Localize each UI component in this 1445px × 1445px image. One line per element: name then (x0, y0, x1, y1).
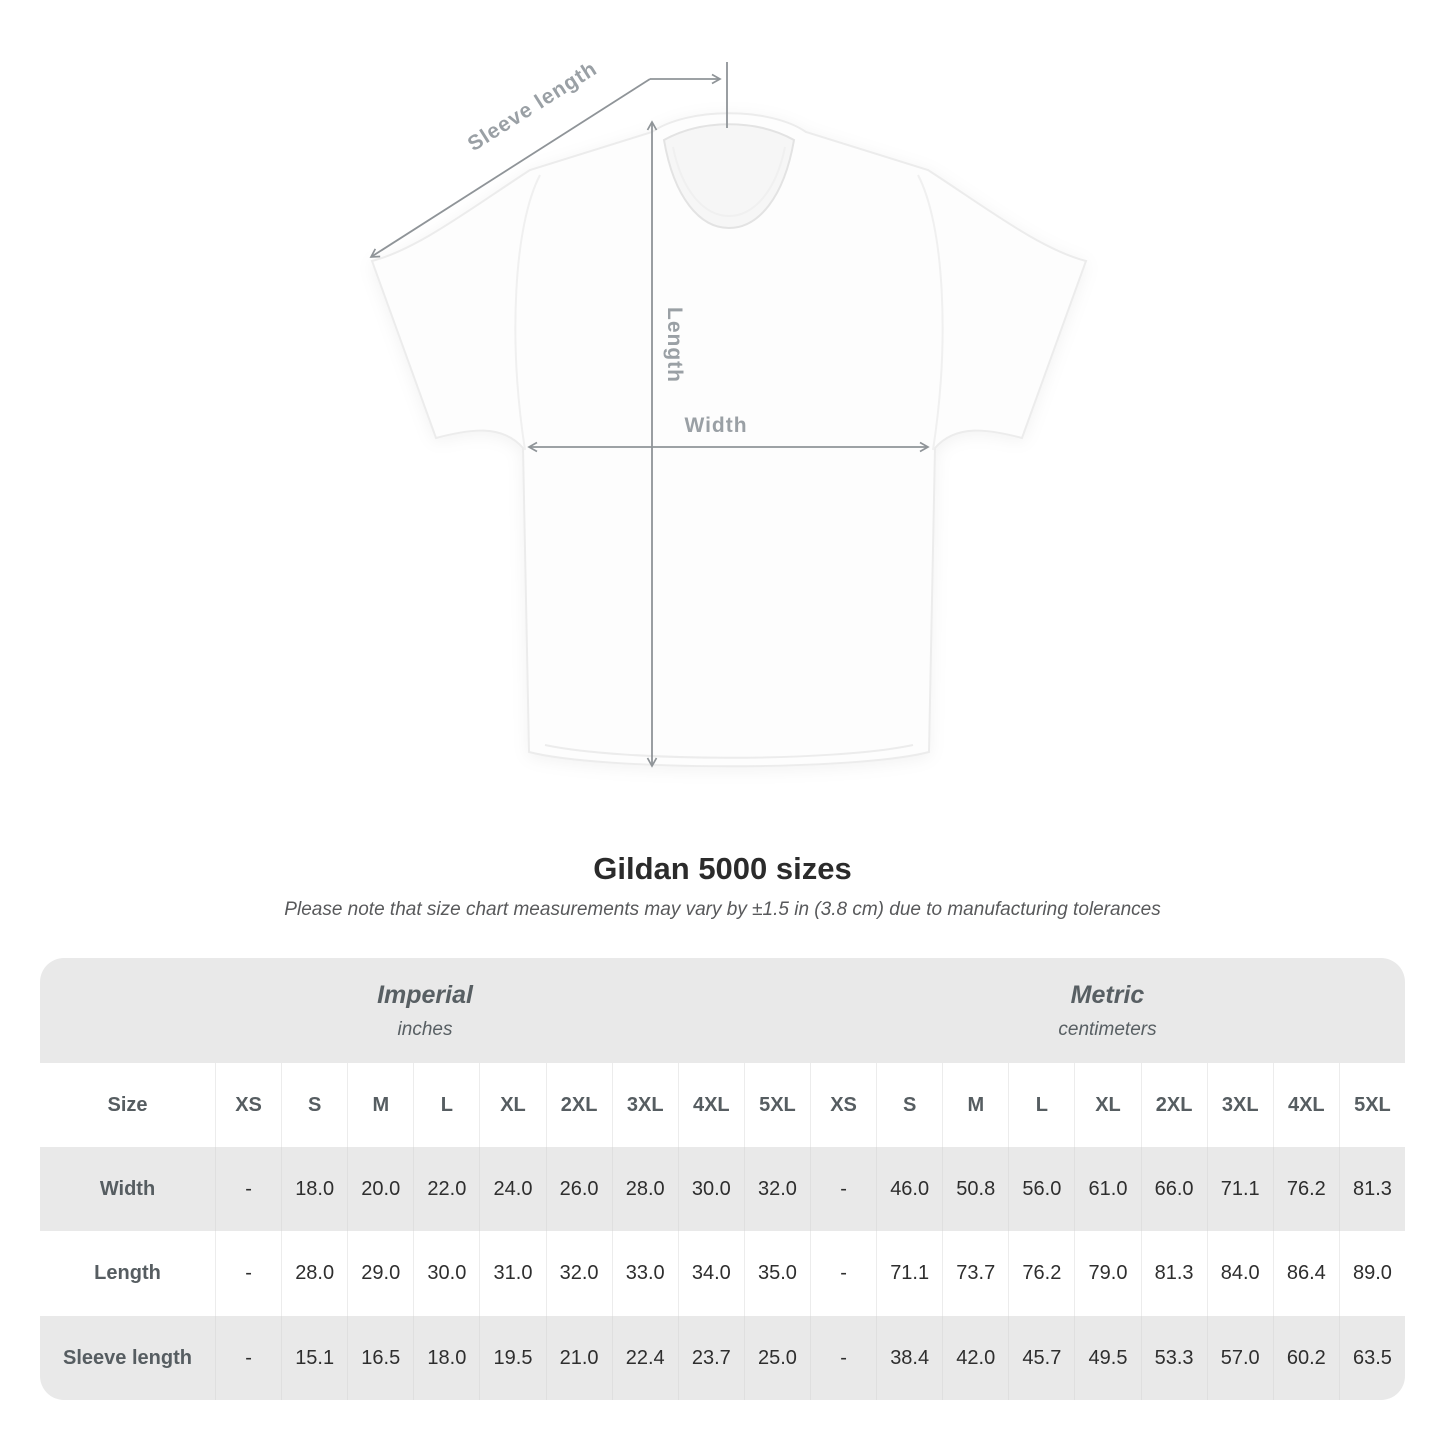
value-cell: 24.0 (479, 1147, 545, 1231)
size-header-cell: 5XL (1339, 1063, 1405, 1147)
value-cell: 76.2 (1273, 1147, 1339, 1231)
value-cell: 73.7 (942, 1231, 1008, 1316)
size-header-cell: XL (1074, 1063, 1140, 1147)
value-cell: 32.0 (744, 1147, 810, 1231)
value-cell: 89.0 (1339, 1231, 1405, 1316)
value-cell: 18.0 (413, 1316, 479, 1400)
size-header-cell: XL (479, 1063, 545, 1147)
sleeve-length-label: Sleeve length (463, 57, 602, 156)
row-label: Length (94, 1262, 161, 1284)
value-cell: 34.0 (678, 1231, 744, 1316)
value-cell: 50.8 (942, 1147, 1008, 1231)
value-cell: 63.5 (1339, 1316, 1405, 1400)
value-cell: 38.4 (876, 1316, 942, 1400)
value-cell: 35.0 (744, 1231, 810, 1316)
size-header-cell: M (942, 1063, 1008, 1147)
value-cell: 49.5 (1074, 1316, 1140, 1400)
value-cell: 56.0 (1008, 1147, 1074, 1231)
imperial-section-unit: inches (397, 1018, 453, 1040)
length-label: Length (663, 307, 686, 383)
size-header-cell: 3XL (1207, 1063, 1273, 1147)
value-cell: 42.0 (942, 1316, 1008, 1400)
value-cell: - (810, 1231, 876, 1316)
value-cell: 25.0 (744, 1316, 810, 1400)
value-cell: - (810, 1147, 876, 1231)
value-cell: 19.5 (479, 1316, 545, 1400)
metric-section-title: Metric (1070, 980, 1145, 1009)
row-label: Width (40, 1147, 215, 1231)
page-title: Gildan 5000 sizes (593, 851, 852, 886)
value-cell: 32.0 (546, 1231, 612, 1316)
value-cell: 30.0 (413, 1231, 479, 1316)
value-cell: 30.0 (678, 1147, 744, 1231)
value-cell: 20.0 (347, 1147, 413, 1231)
value-cell: 15.1 (281, 1316, 347, 1400)
value-cell: 23.7 (678, 1316, 744, 1400)
size-header-cell: XS (810, 1063, 876, 1147)
size-header-cell: XS (215, 1063, 281, 1147)
size-header-cell: 2XL (1141, 1063, 1207, 1147)
value-cell: 86.4 (1273, 1231, 1339, 1316)
value-cell: 46.0 (876, 1147, 942, 1231)
value-cell: - (810, 1316, 876, 1400)
value-cell: - (215, 1147, 281, 1231)
size-header-cell: S (876, 1063, 942, 1147)
value-cell: 66.0 (1141, 1147, 1207, 1231)
value-cell: 81.3 (1141, 1231, 1207, 1316)
metric-section-unit: centimeters (1058, 1018, 1157, 1040)
size-header-cell: 5XL (744, 1063, 810, 1147)
value-cell: 84.0 (1207, 1231, 1273, 1316)
value-cell: 81.3 (1339, 1147, 1405, 1231)
tshirt-image (372, 113, 1086, 766)
value-cell: 26.0 (546, 1147, 612, 1231)
value-cell: 76.2 (1008, 1231, 1074, 1316)
value-cell: 31.0 (479, 1231, 545, 1316)
value-cell: - (215, 1316, 281, 1400)
size-table (40, 958, 1405, 1400)
size-header-cell: 2XL (546, 1063, 612, 1147)
value-cell: 71.1 (1207, 1147, 1273, 1231)
value-cell: 28.0 (281, 1231, 347, 1316)
size-column-header: Size (107, 1093, 148, 1116)
size-header-cell: 4XL (1273, 1063, 1339, 1147)
value-cell: 28.0 (612, 1147, 678, 1231)
value-cell: 71.1 (876, 1231, 942, 1316)
value-cell: 61.0 (1074, 1147, 1140, 1231)
size-header-cell: L (413, 1063, 479, 1147)
value-cell: 33.0 (612, 1231, 678, 1316)
size-header-cell: 4XL (678, 1063, 744, 1147)
value-cell: 53.3 (1141, 1316, 1207, 1400)
value-cell: 21.0 (546, 1316, 612, 1400)
size-header-cell: 3XL (612, 1063, 678, 1147)
size-header-cell: S (281, 1063, 347, 1147)
value-cell: 57.0 (1207, 1316, 1273, 1400)
tolerance-note: Please note that size chart measurements may vary by ±1.5 in (3.8 cm) due to manufacturing tolerances (284, 899, 1161, 920)
imperial-section-title: Imperial (377, 980, 473, 1009)
value-cell: 60.2 (1273, 1316, 1339, 1400)
value-cell: 45.7 (1008, 1316, 1074, 1400)
value-cell: 22.0 (413, 1147, 479, 1231)
width-label: Width (684, 414, 748, 437)
metric-section-header (810, 958, 1405, 1063)
value-cell: 79.0 (1074, 1231, 1140, 1316)
value-cell: 16.5 (347, 1316, 413, 1400)
size-header-cell: L (1008, 1063, 1074, 1147)
value-cell: 22.4 (612, 1316, 678, 1400)
imperial-section-header (40, 958, 810, 1063)
value-cell: - (215, 1231, 281, 1316)
row-label: Sleeve length (40, 1316, 215, 1400)
value-cell: 29.0 (347, 1231, 413, 1316)
value-cell: 18.0 (281, 1147, 347, 1231)
size-header-cell: M (347, 1063, 413, 1147)
